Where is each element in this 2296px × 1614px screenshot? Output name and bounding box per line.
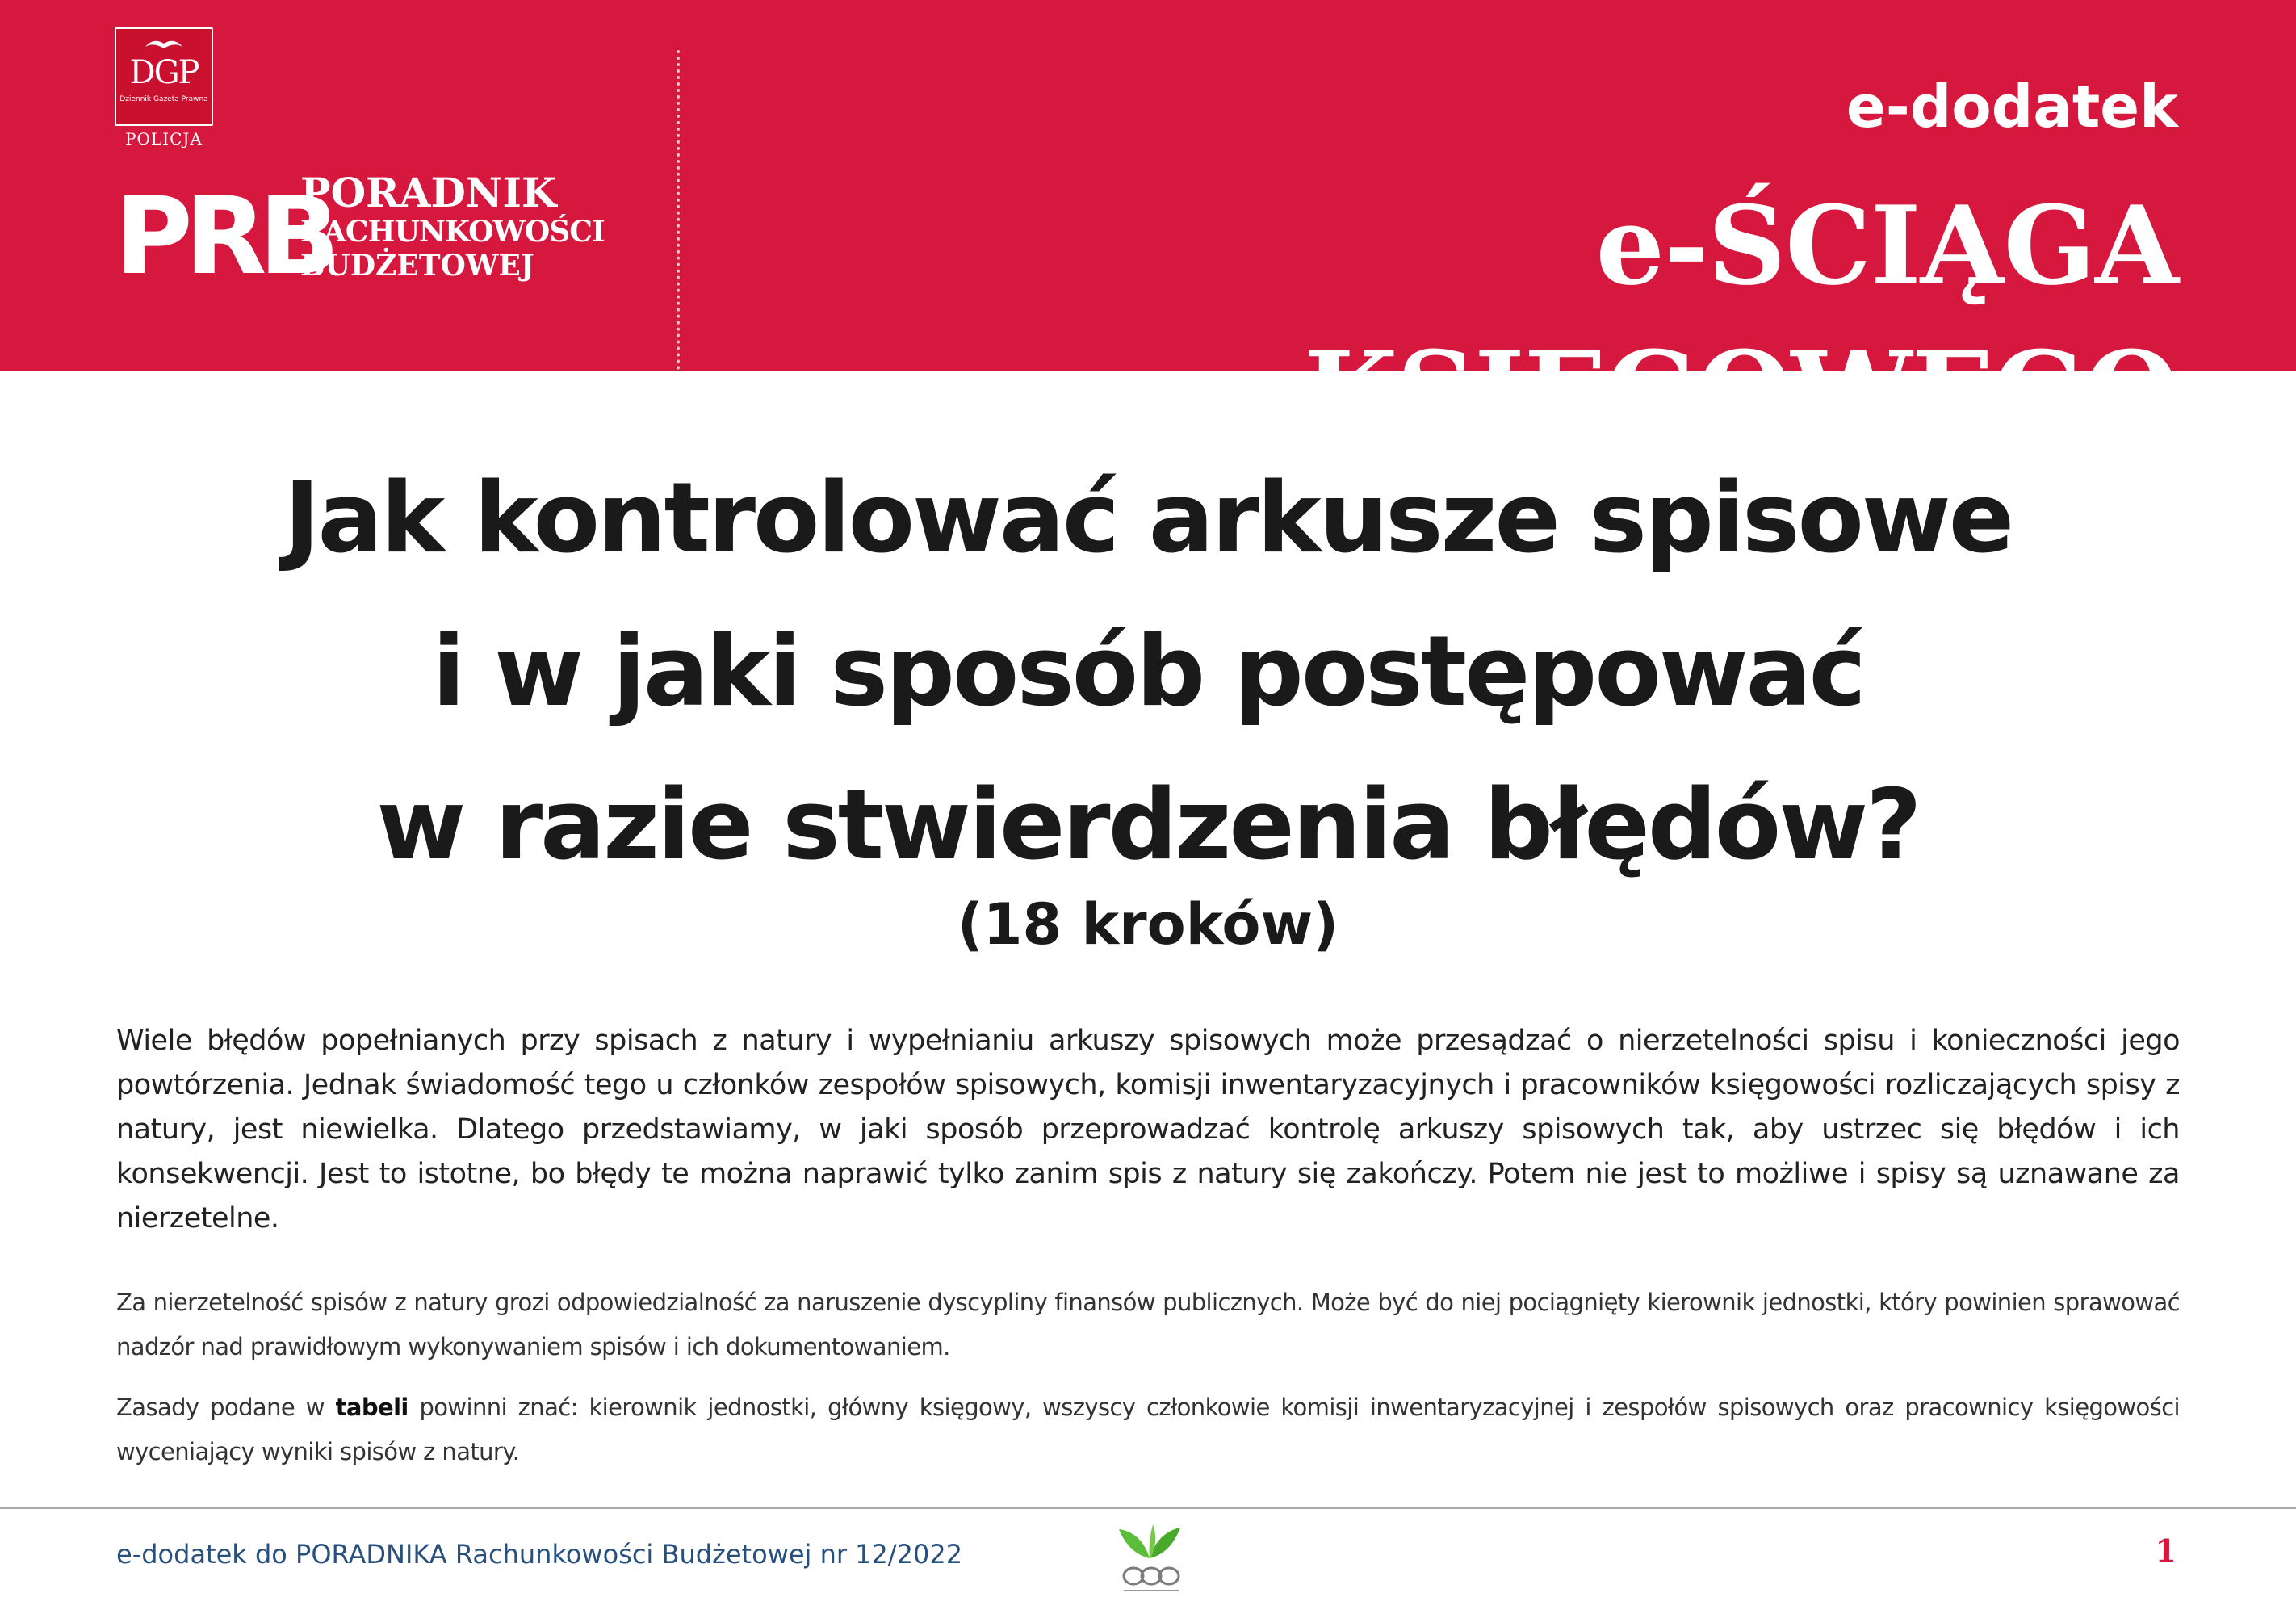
prb-title-line-1: PORADNIK bbox=[300, 169, 557, 216]
dgp-logo-text: DGP bbox=[129, 54, 199, 91]
prb-logo-mark: PRB bbox=[115, 174, 332, 299]
page-number: 1 bbox=[2155, 1532, 2177, 1569]
note2-text-start: Zasady podane w bbox=[116, 1394, 336, 1421]
note2-bold-word: tabeli bbox=[335, 1394, 409, 1421]
publication-title: e-ŚCIĄGA KSIĘGOWEGO bbox=[1303, 182, 2178, 455]
footer-divider bbox=[0, 1507, 2296, 1509]
dgp-logo bbox=[115, 27, 213, 126]
intro-paragraph: Wiele błędów popełnianych przy spisach z natury i wypełnianiu arkuszy spisowych może przesądzać o nierzetelności spisu i konieczności jego powtórzenia. Jednak świadomość tego u członków zespołów spisowych, komisji inwentaryzacyjnych i pracowników księgowości rozliczających spisy z natury, jest niewielka. Dlatego przedstawiamy, w jaki sposób przeprowadzać kontrolę arkuszy spisowych tak, aby ustrzec się błędów i ich konsekwencji. Jest to istotne, bo błędy te można naprawić tylko zanim spis z natury się zakończy. Potem nie jest to możliwe i spisy są uznawane za nierzetelne. bbox=[116, 1025, 2180, 1235]
prb-logo-title bbox=[300, 169, 605, 283]
edodatek-label: e-dodatek bbox=[1846, 73, 2178, 140]
headline-line-2: i w jaki sposób postępować bbox=[432, 616, 1864, 728]
header-divider bbox=[677, 50, 680, 370]
note-paragraph-1: Za nierzetelność spisów z natury grozi odpowiedzialność za naruszenie dyscypliny finansów publicznych. Może być do niej pociągnięty kierownik jednostki, który powinien sprawować nadzór nad prawidłowym wykonywaniem spisów i ich dokumentowaniem. bbox=[116, 1289, 2180, 1360]
policja-label: POLICJA bbox=[125, 129, 203, 149]
header-banner bbox=[0, 0, 2296, 455]
note-paragraph-2 bbox=[116, 1386, 2180, 1474]
eagle-icon bbox=[144, 36, 184, 52]
headline-line-1: Jak kontrolować arkusze spisowe bbox=[283, 463, 2013, 575]
footer-issue-label: e-dodatek do PORADNIKA Rachunkowości Budżetowej nr 12/2022 bbox=[116, 1539, 963, 1570]
prb-title-line-2: RACHUNKOWOŚCI bbox=[300, 215, 605, 249]
article-headline bbox=[0, 442, 2296, 903]
dgp-logo-subtitle: Dziennik Gazeta Prawna bbox=[119, 95, 208, 103]
eco-leaf-icon bbox=[1101, 1518, 1198, 1599]
headline-line-3: w razie stwierdzenia błędów? bbox=[376, 769, 1920, 882]
prb-title-line-3: BUDŻETOWEJ bbox=[300, 249, 534, 283]
note2-text-end: powinni znać: kierownik jednostki, główny księgowy, wszyscy członkowie komisji inwentaryzacyjnej i zespołów spisowych oraz pracownicy księgowości wyceniający wyniki spisów z natury. bbox=[116, 1394, 2180, 1465]
article-subtitle: (18 kroków) bbox=[957, 891, 1339, 958]
